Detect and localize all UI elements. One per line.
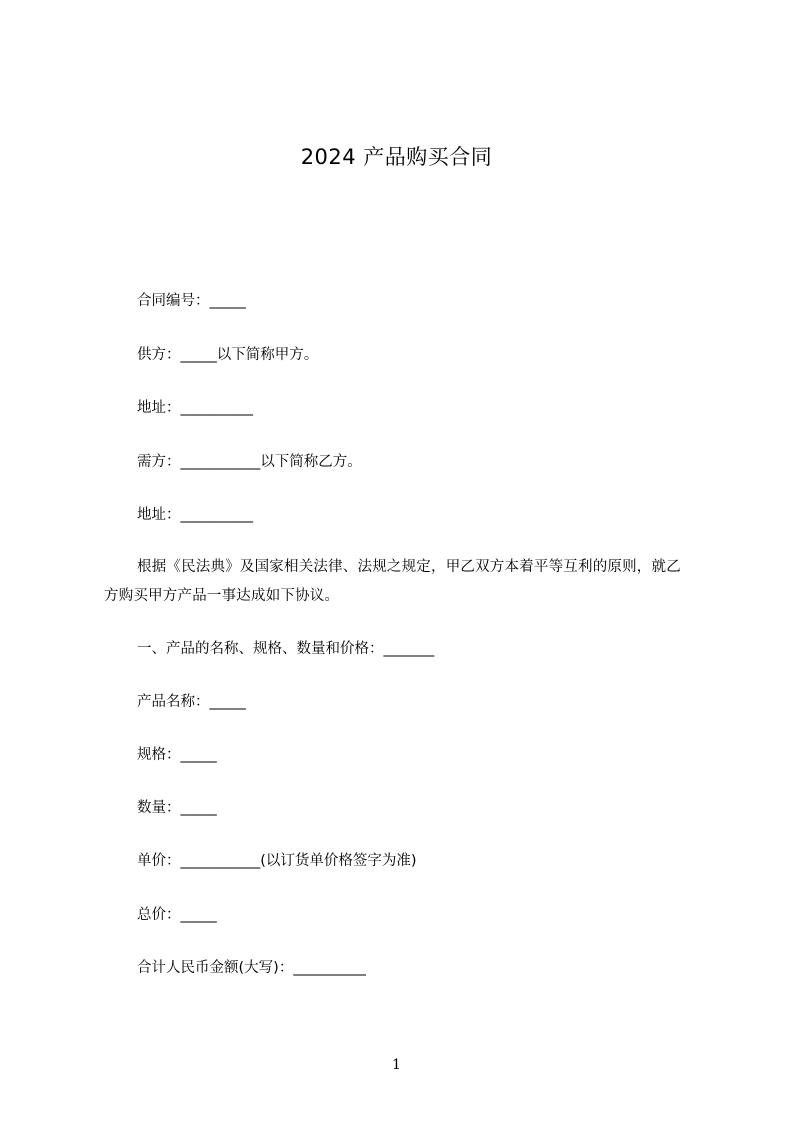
preamble-paragraph: 根据《民法典》及国家相关法律、法规之规定，甲乙双方本着平等互利的原则，就乙方购买甲方产品一事达成如下协议。: [104, 559, 681, 604]
supplier-line: 供方：_____以下简称甲方。: [137, 347, 319, 363]
quantity-line: 数量：_____: [137, 800, 217, 816]
section-one-heading: 一、产品的名称、规格、数量和价格：_______: [137, 641, 435, 657]
contract-number-line: 合同编号：_____: [137, 293, 246, 309]
supplier-address-line: 地址：__________: [137, 400, 253, 416]
page-number: 1: [392, 1057, 401, 1073]
unit-price-line: 单价：___________(以订货单价格签字为准): [137, 853, 417, 869]
specification-line: 规格：_____: [137, 747, 217, 763]
page-title: 2024 产品购买合同: [300, 145, 493, 169]
product-name-line: 产品名称：_____: [137, 694, 246, 710]
total-price-line: 总价：_____: [137, 907, 217, 923]
total-rmb-uppercase-line: 合计人民币金额(大写)：__________: [137, 960, 366, 976]
buyer-address-line: 地址：__________: [137, 507, 253, 523]
buyer-line: 需方：___________以下简称乙方。: [137, 454, 362, 470]
